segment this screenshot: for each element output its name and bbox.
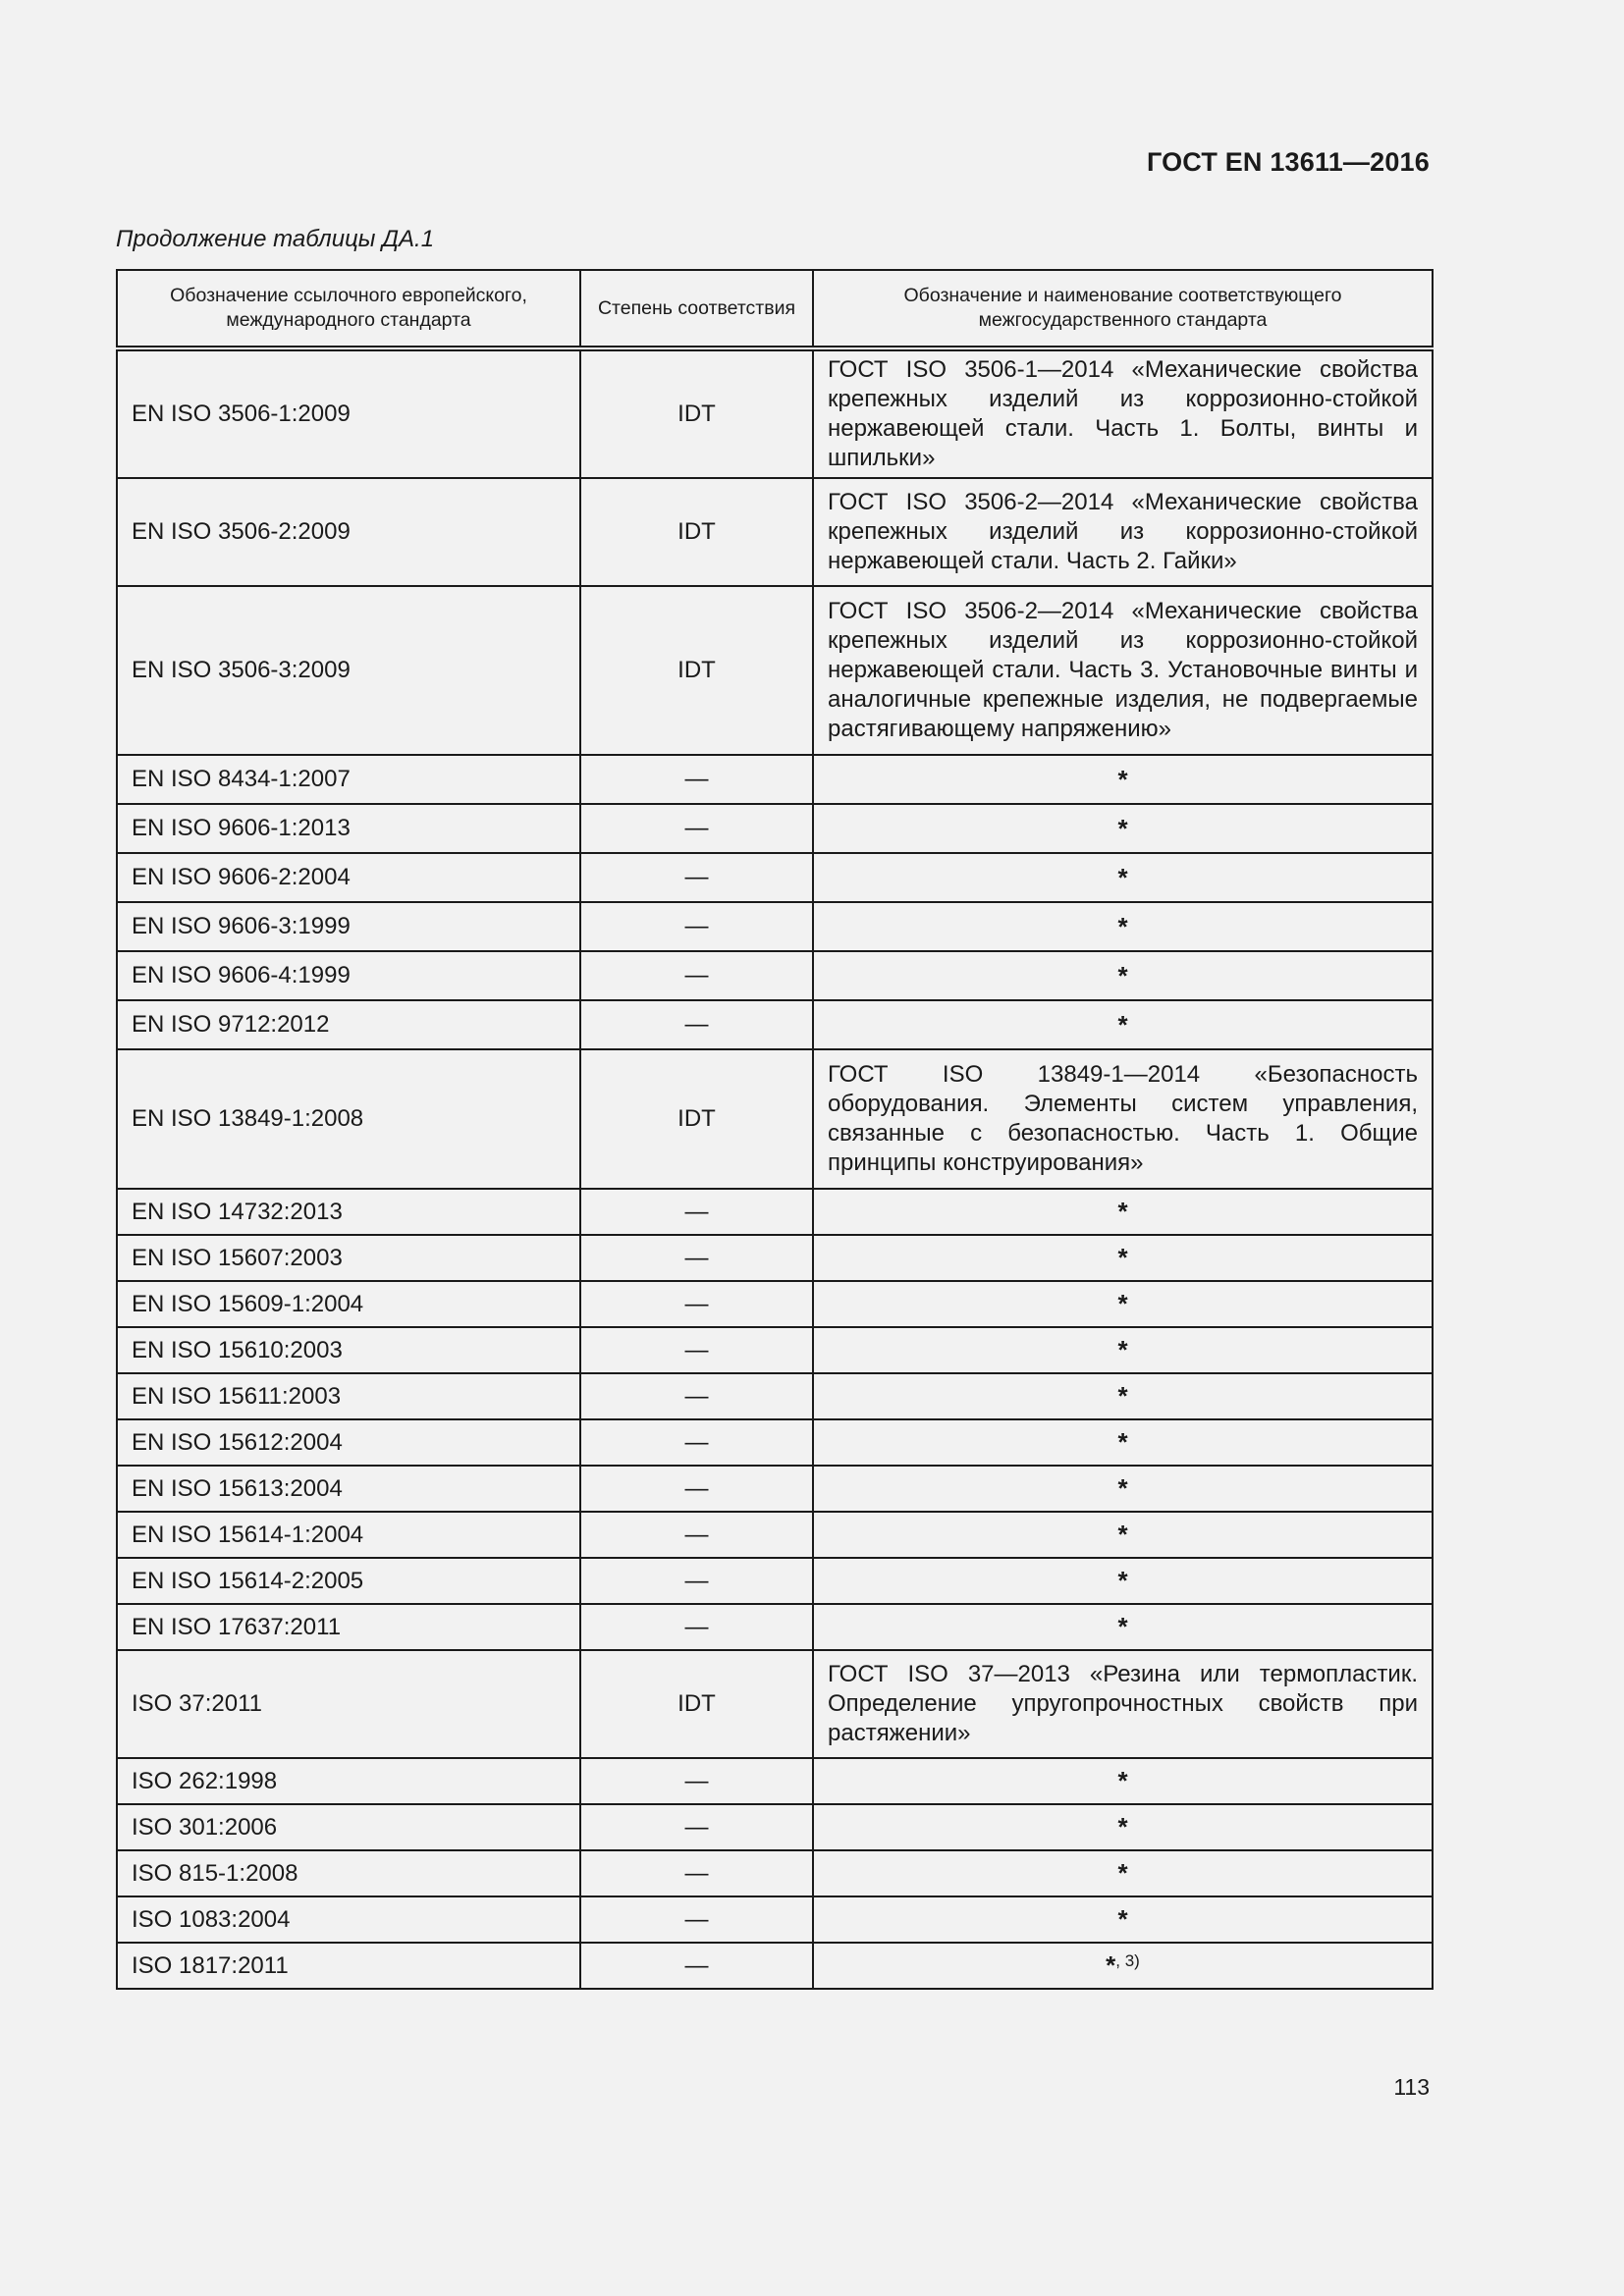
degree-cell: —	[580, 1758, 813, 1804]
table-row	[117, 1373, 1433, 1419]
degree-cell: —	[580, 1804, 813, 1850]
designation-cell: EN ISO 15607:2003	[117, 1235, 580, 1281]
table-row	[117, 586, 1433, 755]
asterisk-mark: *	[1117, 1335, 1128, 1364]
name-cell	[813, 853, 1433, 902]
designation-cell: EN ISO 15614-1:2004	[117, 1512, 580, 1558]
designation-cell: EN ISO 13849-1:2008	[117, 1049, 580, 1189]
name-cell	[813, 1466, 1433, 1512]
name-cell: ГОСТ ISO 3506-2—2014 «Механические свойства крепежных изделий из коррозионно-стойкой нержавеющей стали. Часть 3. Установочные винты и аналогичные крепежные изделия, не подвергаемые растягивающему напряжению»	[813, 586, 1433, 755]
table-row	[117, 1000, 1433, 1049]
degree-cell: —	[580, 951, 813, 1000]
name-cell: ГОСТ ISO 13849-1—2014 «Безопасность оборудования. Элементы систем управления, связанные с безопасностью. Часть 1. Общие принципы конструирования»	[813, 1049, 1433, 1189]
asterisk-mark: *	[1117, 1009, 1128, 1040]
table-row	[117, 755, 1433, 804]
designation-cell: EN ISO 15612:2004	[117, 1419, 580, 1466]
asterisk-mark: *	[1117, 960, 1128, 990]
standards-table	[116, 269, 1434, 1990]
degree-cell: IDT	[580, 586, 813, 755]
table-row	[117, 1512, 1433, 1558]
designation-cell: EN ISO 15609-1:2004	[117, 1281, 580, 1327]
asterisk-mark: *	[1117, 1858, 1128, 1888]
asterisk-mark: *	[1117, 1904, 1128, 1934]
designation-cell: EN ISO 9606-3:1999	[117, 902, 580, 951]
name-cell	[813, 1558, 1433, 1604]
designation-cell: EN ISO 9712:2012	[117, 1000, 580, 1049]
name-cell	[813, 1896, 1433, 1943]
designation-cell: EN ISO 9606-4:1999	[117, 951, 580, 1000]
asterisk-mark: *	[1117, 813, 1128, 843]
designation-cell: EN ISO 8434-1:2007	[117, 755, 580, 804]
asterisk-mark	[1106, 1950, 1140, 1980]
name-cell	[813, 1512, 1433, 1558]
degree-cell: —	[580, 1419, 813, 1466]
name-cell	[813, 1943, 1433, 1989]
degree-cell: —	[580, 1604, 813, 1650]
name-cell	[813, 1000, 1433, 1049]
table-row	[117, 1049, 1433, 1189]
asterisk-mark: *	[1117, 1520, 1128, 1549]
table-row	[117, 804, 1433, 853]
asterisk-mark: *	[1117, 1812, 1128, 1842]
name-cell	[813, 1281, 1433, 1327]
designation-cell: EN ISO 15610:2003	[117, 1327, 580, 1373]
designation-cell: EN ISO 15613:2004	[117, 1466, 580, 1512]
name-cell	[813, 804, 1433, 853]
table-row	[117, 853, 1433, 902]
table-row	[117, 478, 1433, 586]
designation-cell: EN ISO 15614-2:2005	[117, 1558, 580, 1604]
table-row	[117, 1466, 1433, 1512]
degree-cell: —	[580, 1558, 813, 1604]
degree-cell: —	[580, 1281, 813, 1327]
degree-cell: —	[580, 1000, 813, 1049]
table-header-row	[117, 270, 1433, 348]
asterisk-mark: *	[1117, 1427, 1128, 1457]
table-row	[117, 1558, 1433, 1604]
name-cell	[813, 755, 1433, 804]
table-row	[117, 1327, 1433, 1373]
name-cell	[813, 1327, 1433, 1373]
asterisk-mark: *	[1117, 1197, 1128, 1226]
degree-cell: IDT	[580, 478, 813, 586]
name-cell: ГОСТ ISO 37—2013 «Резина или термопластик. Определение упругопрочностных свойств при растяжении»	[813, 1650, 1433, 1758]
degree-cell: —	[580, 1235, 813, 1281]
designation-cell: EN ISO 15611:2003	[117, 1373, 580, 1419]
name-cell	[813, 1604, 1433, 1650]
degree-cell: —	[580, 1512, 813, 1558]
table-row	[117, 1189, 1433, 1235]
table-row	[117, 1281, 1433, 1327]
name-cell	[813, 1419, 1433, 1466]
asterisk-mark: *	[1117, 1289, 1128, 1318]
table-row	[117, 348, 1433, 478]
designation-cell: EN ISO 3506-3:2009	[117, 586, 580, 755]
name-cell	[813, 951, 1433, 1000]
degree-cell: IDT	[580, 1049, 813, 1189]
asterisk-mark: *	[1117, 1566, 1128, 1595]
table-row	[117, 1604, 1433, 1650]
degree-cell: —	[580, 1943, 813, 1989]
table-caption: Продолжение таблицы ДА.1	[116, 226, 435, 252]
document-code: ГОСТ EN 13611—2016	[1146, 147, 1430, 177]
name-cell	[813, 1235, 1433, 1281]
name-cell	[813, 1373, 1433, 1419]
designation-cell: EN ISO 17637:2011	[117, 1604, 580, 1650]
asterisk-mark: *	[1117, 911, 1128, 941]
table-row	[117, 1419, 1433, 1466]
table-row	[117, 1758, 1433, 1804]
name-cell: ГОСТ ISO 3506-1—2014 «Механические свойства крепежных изделий из коррозионно-стойкой нержавеющей стали. Часть 1. Болты, винты и шпильки»	[813, 348, 1433, 478]
designation-cell: EN ISO 9606-2:2004	[117, 853, 580, 902]
degree-cell: —	[580, 1327, 813, 1373]
asterisk-mark: *	[1117, 1612, 1128, 1641]
degree-cell: —	[580, 1850, 813, 1896]
designation-cell: ISO 1817:2011	[117, 1943, 580, 1989]
designation-cell: ISO 301:2006	[117, 1804, 580, 1850]
designation-cell: ISO 262:1998	[117, 1758, 580, 1804]
degree-cell: IDT	[580, 348, 813, 478]
name-cell	[813, 1758, 1433, 1804]
name-cell	[813, 902, 1433, 951]
name-cell	[813, 1850, 1433, 1896]
degree-cell: —	[580, 1896, 813, 1943]
designation-cell: ISO 37:2011	[117, 1650, 580, 1758]
designation-cell: EN ISO 9606-1:2013	[117, 804, 580, 853]
degree-cell: —	[580, 1189, 813, 1235]
asterisk-mark: *	[1117, 1381, 1128, 1411]
degree-cell: —	[580, 755, 813, 804]
designation-cell: EN ISO 14732:2013	[117, 1189, 580, 1235]
table-row	[117, 902, 1433, 951]
table-row	[117, 1850, 1433, 1896]
degree-cell: —	[580, 853, 813, 902]
asterisk-mark: *	[1117, 1243, 1128, 1272]
table-row	[117, 1943, 1433, 1989]
name-cell	[813, 1804, 1433, 1850]
column-header-degree: Степень соответствия	[580, 270, 813, 348]
designation-cell: ISO 1083:2004	[117, 1896, 580, 1943]
table-row	[117, 1896, 1433, 1943]
degree-cell: —	[580, 902, 813, 951]
table-row	[117, 1235, 1433, 1281]
name-cell	[813, 1189, 1433, 1235]
table-row	[117, 1650, 1433, 1758]
asterisk-symbol: *	[1106, 1950, 1116, 1980]
designation-cell: EN ISO 3506-1:2009	[117, 348, 580, 478]
degree-cell: —	[580, 1466, 813, 1512]
column-header-designation: Обозначение ссылочного европейского, международного стандарта	[117, 270, 580, 348]
asterisk-mark: *	[1117, 1473, 1128, 1503]
name-cell: ГОСТ ISO 3506-2—2014 «Механические свойства крепежных изделий из коррозионно-стойкой нержавеющей стали. Часть 2. Гайки»	[813, 478, 1433, 586]
degree-cell: —	[580, 804, 813, 853]
page-number: 113	[1393, 2074, 1430, 2100]
column-header-name: Обозначение и наименование соответствующего межгосударственного стандарта	[813, 270, 1433, 348]
designation-cell: ISO 815-1:2008	[117, 1850, 580, 1896]
degree-cell: IDT	[580, 1650, 813, 1758]
degree-cell: —	[580, 1373, 813, 1419]
table-row	[117, 951, 1433, 1000]
asterisk-mark: *	[1117, 1766, 1128, 1795]
table-row	[117, 1804, 1433, 1850]
asterisk-mark: *	[1117, 862, 1128, 892]
designation-cell: EN ISO 3506-2:2009	[117, 478, 580, 586]
asterisk-mark: *	[1117, 764, 1128, 794]
footnote-reference: , 3)	[1115, 1951, 1140, 1970]
